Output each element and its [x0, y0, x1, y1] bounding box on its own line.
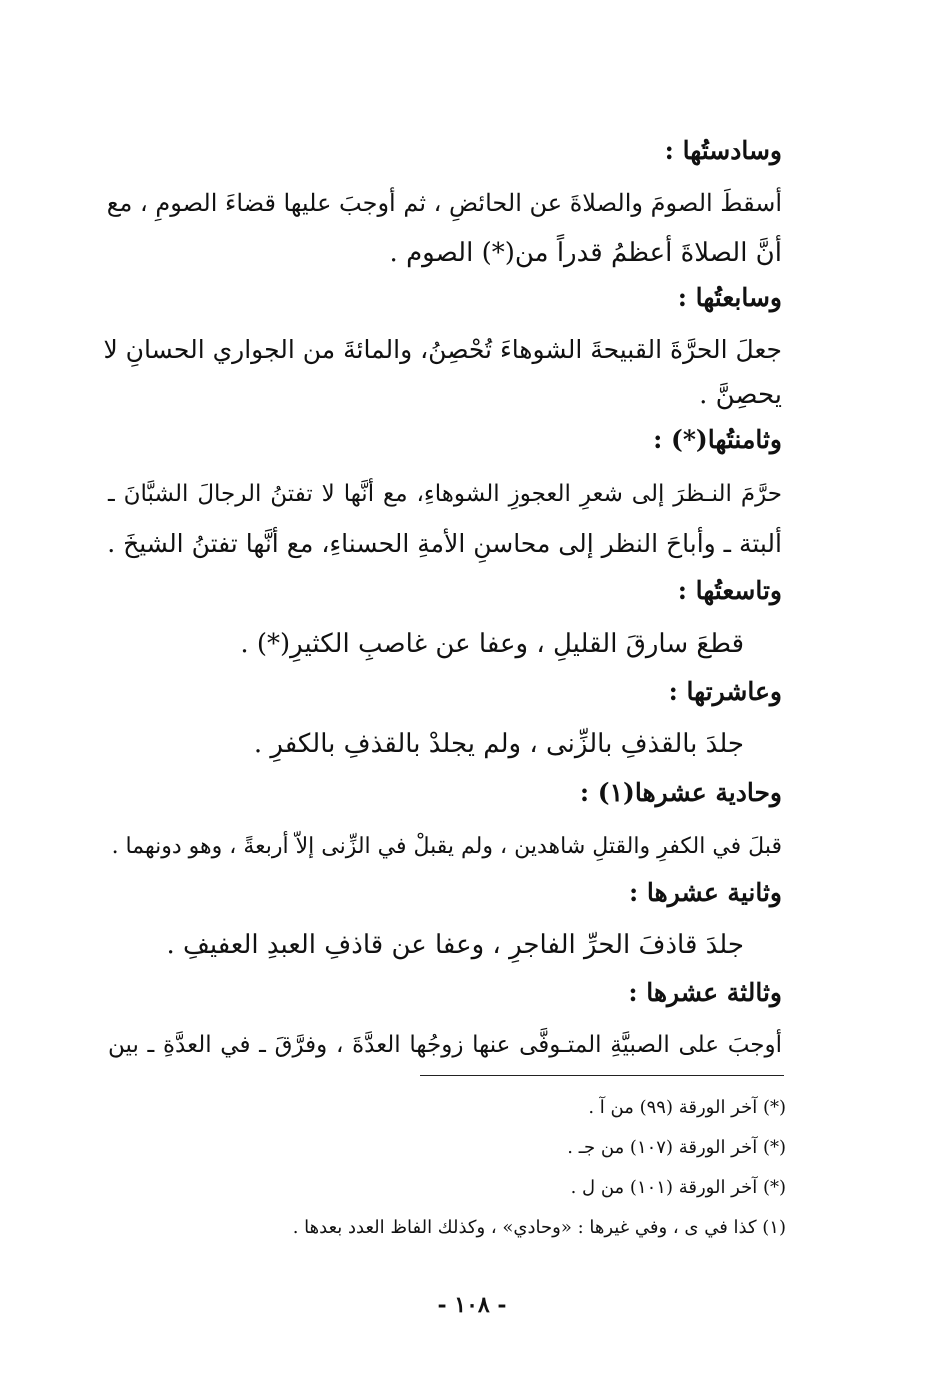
footnote: (١) كذا في ى ، وفي غيرها : «وحادي» ، وكذلك الفاظ العدد بعدها . — [292, 1217, 786, 1238]
body-line: جعلَ الحرَّةَ القبيحةَ الشوهاءَ تُحْصِنُ، والمائةَ من الجواري الحسانِ لا — [103, 335, 782, 364]
section-heading: وسابعتُها : — [677, 283, 782, 312]
body-line: قطعَ سارقَ القليلِ ، وعفا عن غاصبِ الكثيرِ(*) . — [240, 629, 744, 659]
footnote: (*) آخر الورقة (٩٩) من آ . — [588, 1097, 786, 1118]
section-heading: وثامنتُها(*) : — [653, 425, 782, 454]
body-line: قبلَ في الكفرِ والقتلِ شاهدين ، ولم يقبلْ في الزِّنى إلاّ أربعةً ، وهو دونهما . — [111, 834, 782, 859]
body-line: أوجبَ على الصبيَّةِ المتـوفَّى عنها زوجُها العدَّةَ ، وفرَّقَ ـ في العدَّةِ ـ بين — [108, 1032, 782, 1058]
section-heading: وثانية عشرها : — [628, 878, 782, 907]
body-line: حرَّمَ النـظرَ إلى شعرِ العجوزِ الشوهاءِ، مع أنَّها لا تفتنُ الرجالَ الشبَّانَ ـ — [108, 481, 782, 507]
section-heading: وثالثة عشرها : — [628, 978, 782, 1007]
section-heading: وتاسعتُها : — [677, 576, 782, 605]
section-heading: وحادية عشرها(١) : — [579, 778, 782, 807]
body-line: أسقطَ الصومَ والصلاةَ عن الحائضِ ، ثم أوجبَ عليها قضاءَ الصومِ ، مع — [106, 189, 782, 217]
body-line: جلدَ قاذفَ الحرِّ الفاجرِ ، وعفا عن قاذفِ العبدِ العفيفِ . — [166, 930, 744, 960]
body-line: ألبتة ـ وأباحَ النظر إلى محاسنِ الأمةِ الحسناءِ، مع أنَّها تفتنُ الشيخَ . — [107, 529, 782, 558]
footnote: (*) آخر الورقة (١٠٧) من جـ . — [567, 1137, 786, 1158]
body-line: جلدَ بالقذفِ بالزِّنى ، ولم يجلدْ بالقذفِ بالكفرِ . — [253, 729, 744, 759]
footnote-separator — [420, 1075, 784, 1076]
body-line: يحصِنَّ . — [699, 380, 782, 410]
section-heading: وسادستُها : — [664, 136, 782, 165]
footnote: (*) آخر الورقة (١٠١) من ل . — [570, 1177, 786, 1198]
body-line: أنَّ الصلاةَ أعظمُ قدراً من(*) الصوم . — [389, 238, 782, 268]
page-number: - ١٠٨ - — [437, 1292, 507, 1318]
section-heading: وعاشرتها : — [668, 677, 782, 706]
